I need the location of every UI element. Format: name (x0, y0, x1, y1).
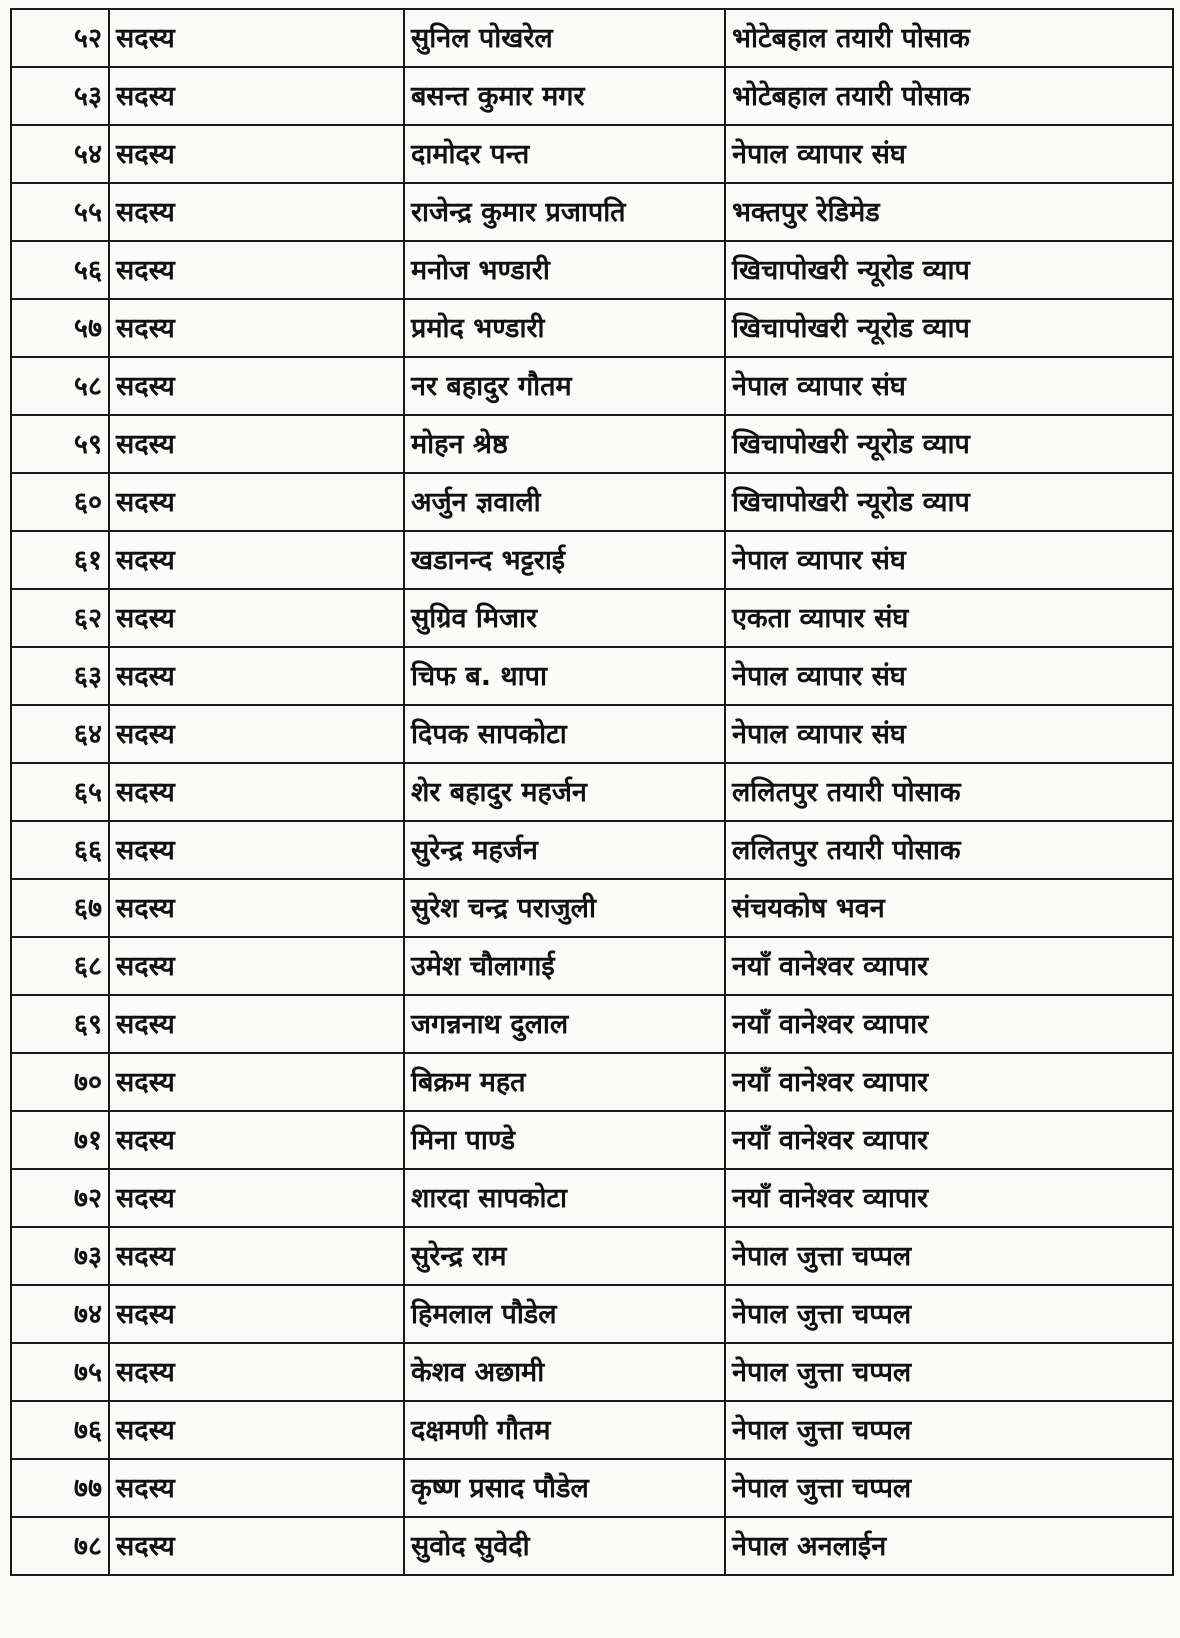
table-row (11, 1343, 1173, 1401)
position-cell: सदस्य (109, 9, 404, 67)
serial-number-cell: ६५ (11, 763, 109, 821)
position-cell: सदस्य (109, 299, 404, 357)
serial-number-cell: ५४ (11, 125, 109, 183)
serial-number-cell: ६९ (11, 995, 109, 1053)
serial-number-cell: ७३ (11, 1227, 109, 1285)
organization-cell: नेपाल जुत्ता चप्पल (725, 1227, 1173, 1285)
organization-cell: नेपाल व्यापार संघ (725, 705, 1173, 763)
table-row (11, 67, 1173, 125)
organization-cell: खिचापोखरी न्यूरोड व्याप (725, 415, 1173, 473)
position-cell: सदस्य (109, 1401, 404, 1459)
member-name-cell: हिमलाल पौडेल (404, 1285, 725, 1343)
position-cell: सदस्य (109, 995, 404, 1053)
position-cell: सदस्य (109, 357, 404, 415)
member-name-cell: उमेश चौलागाई (404, 937, 725, 995)
position-cell: सदस्य (109, 821, 404, 879)
position-cell: सदस्य (109, 763, 404, 821)
organization-cell: नेपाल अनलाईन (725, 1517, 1173, 1575)
position-cell: सदस्य (109, 1227, 404, 1285)
position-cell: सदस्य (109, 1285, 404, 1343)
member-name-cell: सुरेन्द्र महर्जन (404, 821, 725, 879)
member-name-cell: सुरेन्द्र राम (404, 1227, 725, 1285)
organization-cell: नेपाल जुत्ता चप्पल (725, 1343, 1173, 1401)
position-cell: सदस्य (109, 1343, 404, 1401)
organization-cell: ललितपुर तयारी पोसाक (725, 821, 1173, 879)
organization-cell: नेपाल व्यापार संघ (725, 125, 1173, 183)
serial-number-cell: ५८ (11, 357, 109, 415)
member-name-cell: बिक्रम महत (404, 1053, 725, 1111)
organization-cell: भोटेबहाल तयारी पोसाक (725, 9, 1173, 67)
position-cell: सदस्य (109, 1053, 404, 1111)
members-table (10, 8, 1174, 1576)
table-row (11, 1227, 1173, 1285)
position-cell: सदस्य (109, 1169, 404, 1227)
serial-number-cell: ६० (11, 473, 109, 531)
organization-cell: खिचापोखरी न्यूरोड व्याप (725, 241, 1173, 299)
member-name-cell: दक्षमणी गौतम (404, 1401, 725, 1459)
table-row (11, 125, 1173, 183)
organization-cell: भोटेबहाल तयारी पोसाक (725, 67, 1173, 125)
table-row (11, 821, 1173, 879)
organization-cell: नयाँ वानेश्वर व्यापार (725, 1053, 1173, 1111)
table-row (11, 1053, 1173, 1111)
table-row (11, 241, 1173, 299)
member-name-cell: सुग्रिव मिजार (404, 589, 725, 647)
position-cell: सदस्य (109, 879, 404, 937)
position-cell: सदस्य (109, 125, 404, 183)
serial-number-cell: ५३ (11, 67, 109, 125)
member-name-cell: कृष्ण प्रसाद पौडेल (404, 1459, 725, 1517)
organization-cell: संचयकोष भवन (725, 879, 1173, 937)
organization-cell: नयाँ वानेश्वर व्यापार (725, 995, 1173, 1053)
serial-number-cell: ५७ (11, 299, 109, 357)
member-name-cell: अर्जुन ज्ञवाली (404, 473, 725, 531)
organization-cell: नेपाल जुत्ता चप्पल (725, 1459, 1173, 1517)
serial-number-cell: ५५ (11, 183, 109, 241)
member-name-cell: जगन्ननाथ दुलाल (404, 995, 725, 1053)
position-cell: सदस्य (109, 241, 404, 299)
member-name-cell: नर बहादुर गौतम (404, 357, 725, 415)
member-name-cell: शेर बहादुर महर्जन (404, 763, 725, 821)
position-cell: सदस्य (109, 647, 404, 705)
table-row (11, 879, 1173, 937)
table-row (11, 9, 1173, 67)
table-row (11, 1459, 1173, 1517)
table-row (11, 589, 1173, 647)
table-row (11, 357, 1173, 415)
position-cell: सदस्य (109, 1111, 404, 1169)
member-name-cell: सुवोद सुवेदी (404, 1517, 725, 1575)
serial-number-cell: ७४ (11, 1285, 109, 1343)
table-row (11, 763, 1173, 821)
serial-number-cell: ६३ (11, 647, 109, 705)
table-row (11, 705, 1173, 763)
position-cell: सदस्य (109, 67, 404, 125)
position-cell: सदस्य (109, 531, 404, 589)
organization-cell: नेपाल जुत्ता चप्पल (725, 1285, 1173, 1343)
member-name-cell: मिना पाण्डे (404, 1111, 725, 1169)
table-row (11, 473, 1173, 531)
serial-number-cell: ६७ (11, 879, 109, 937)
table-row (11, 1169, 1173, 1227)
organization-cell: एकता व्यापार संघ (725, 589, 1173, 647)
organization-cell: नेपाल जुत्ता चप्पल (725, 1401, 1173, 1459)
serial-number-cell: ५६ (11, 241, 109, 299)
serial-number-cell: ६६ (11, 821, 109, 879)
member-name-cell: दामोदर पन्त (404, 125, 725, 183)
organization-cell: नेपाल व्यापार संघ (725, 647, 1173, 705)
member-name-cell: खडानन्द भट्टराई (404, 531, 725, 589)
table-row (11, 1517, 1173, 1575)
serial-number-cell: ७८ (11, 1517, 109, 1575)
member-name-cell: राजेन्द्र कुमार प्रजापति (404, 183, 725, 241)
serial-number-cell: ६२ (11, 589, 109, 647)
serial-number-cell: ६८ (11, 937, 109, 995)
organization-cell: नेपाल व्यापार संघ (725, 531, 1173, 589)
position-cell: सदस्य (109, 589, 404, 647)
member-name-cell: सुरेश चन्द्र पराजुली (404, 879, 725, 937)
member-name-cell: चिफ ब. थापा (404, 647, 725, 705)
table-row (11, 647, 1173, 705)
member-name-cell: केशव अछामी (404, 1343, 725, 1401)
position-cell: सदस्य (109, 1517, 404, 1575)
organization-cell: नयाँ वानेश्वर व्यापार (725, 937, 1173, 995)
organization-cell: भक्तपुर रेडिमेड (725, 183, 1173, 241)
serial-number-cell: ६४ (11, 705, 109, 763)
table-row (11, 299, 1173, 357)
organization-cell: नयाँ वानेश्वर व्यापार (725, 1169, 1173, 1227)
member-name-cell: शारदा सापकोटा (404, 1169, 725, 1227)
serial-number-cell: ७२ (11, 1169, 109, 1227)
serial-number-cell: ७६ (11, 1401, 109, 1459)
table-row (11, 1111, 1173, 1169)
table-row (11, 415, 1173, 473)
table-row (11, 1401, 1173, 1459)
organization-cell: खिचापोखरी न्यूरोड व्याप (725, 299, 1173, 357)
serial-number-cell: ६१ (11, 531, 109, 589)
member-name-cell: प्रमोद भण्डारी (404, 299, 725, 357)
serial-number-cell: ७१ (11, 1111, 109, 1169)
table-row (11, 1285, 1173, 1343)
serial-number-cell: ७० (11, 1053, 109, 1111)
member-name-cell: सुनिल पोखरेल (404, 9, 725, 67)
organization-cell: नेपाल व्यापार संघ (725, 357, 1173, 415)
table-row (11, 937, 1173, 995)
organization-cell: खिचापोखरी न्यूरोड व्याप (725, 473, 1173, 531)
member-name-cell: मनोज भण्डारी (404, 241, 725, 299)
table-row (11, 531, 1173, 589)
position-cell: सदस्य (109, 1459, 404, 1517)
serial-number-cell: ५२ (11, 9, 109, 67)
position-cell: सदस्य (109, 183, 404, 241)
serial-number-cell: ७७ (11, 1459, 109, 1517)
organization-cell: नयाँ वानेश्वर व्यापार (725, 1111, 1173, 1169)
member-name-cell: दिपक सापकोटा (404, 705, 725, 763)
position-cell: सदस्य (109, 705, 404, 763)
document-page (10, 8, 1172, 1633)
position-cell: सदस्य (109, 473, 404, 531)
organization-cell: ललितपुर तयारी पोसाक (725, 763, 1173, 821)
position-cell: सदस्य (109, 415, 404, 473)
serial-number-cell: ५९ (11, 415, 109, 473)
position-cell: सदस्य (109, 937, 404, 995)
member-name-cell: बसन्त कुमार मगर (404, 67, 725, 125)
serial-number-cell: ७५ (11, 1343, 109, 1401)
table-row (11, 183, 1173, 241)
members-table-body (11, 9, 1173, 1575)
member-name-cell: मोहन श्रेष्ठ (404, 415, 725, 473)
table-row (11, 995, 1173, 1053)
